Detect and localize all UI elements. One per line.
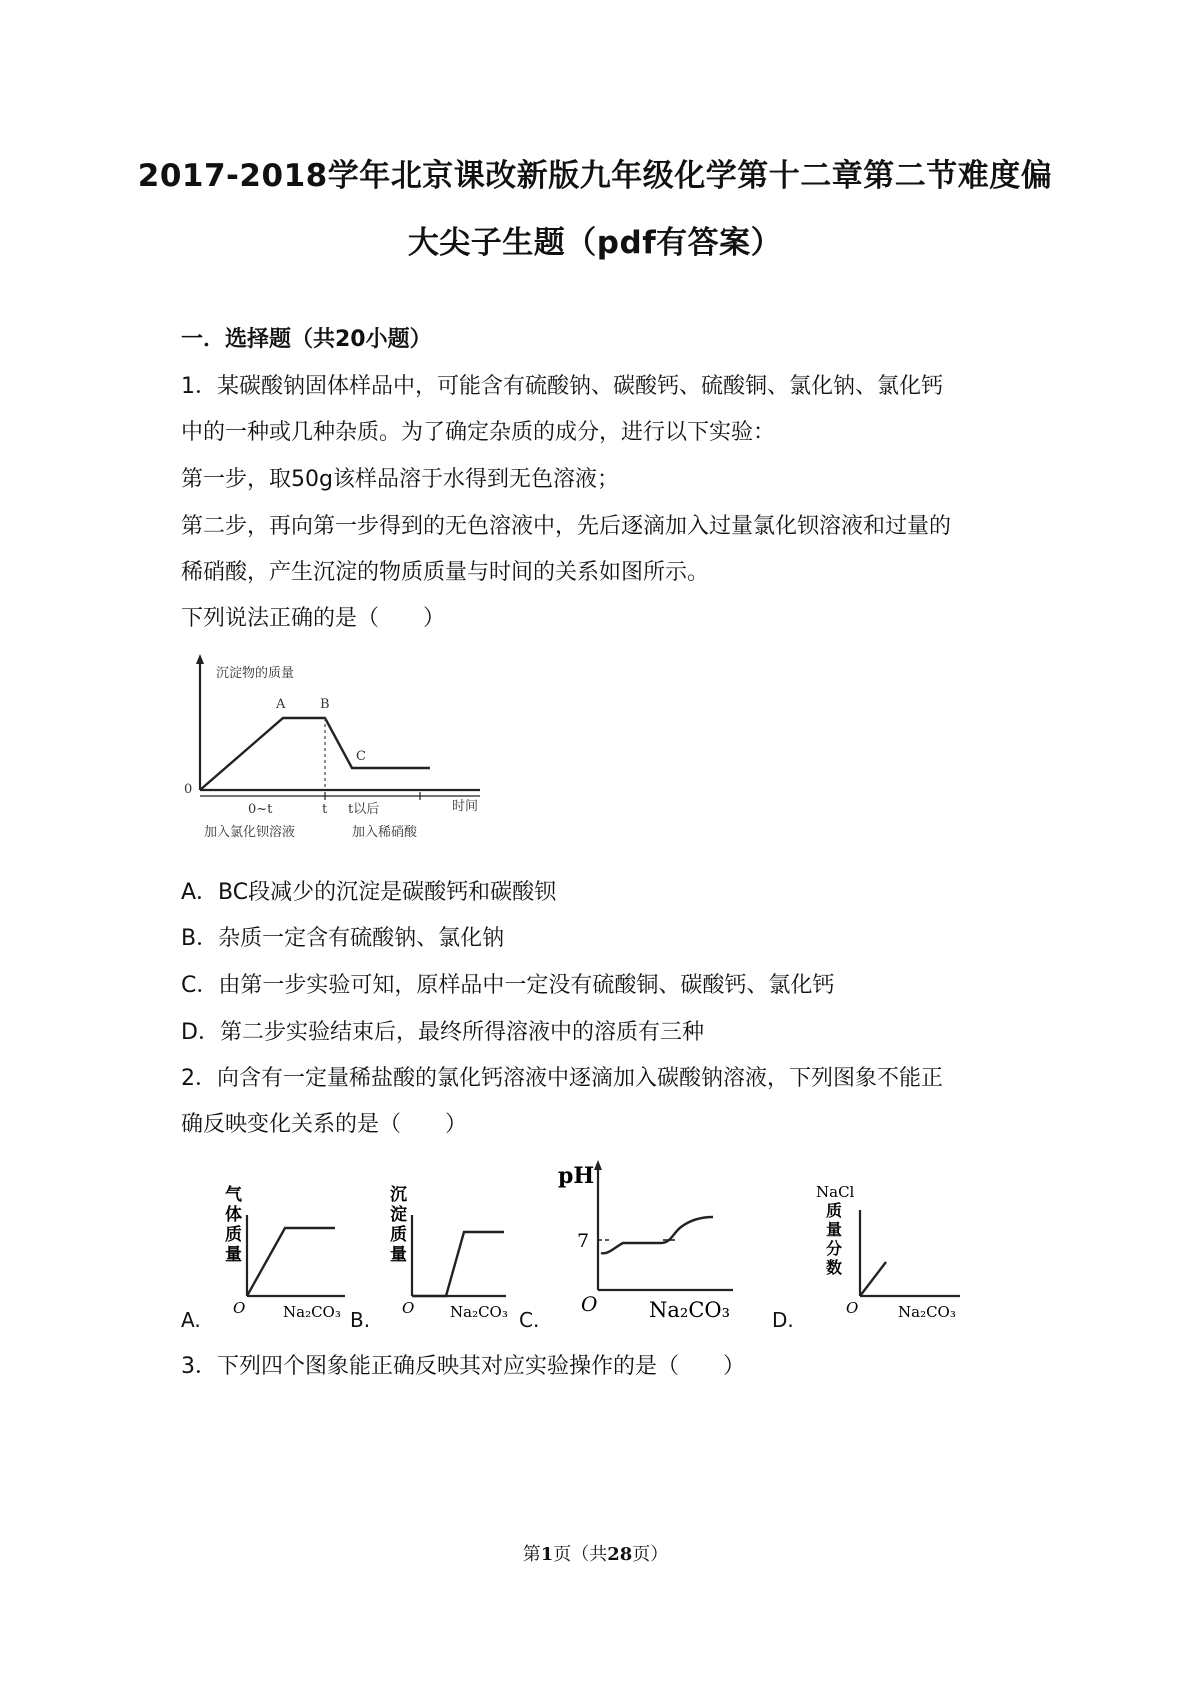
d-xlabel: Na₂CO₃: [898, 1303, 956, 1320]
c-xlabel: Na₂CO₃: [649, 1298, 731, 1322]
d-ylabel-top: NaCl: [816, 1183, 855, 1201]
precipitate-curve: [412, 1232, 504, 1296]
segment-label-3: t以后: [348, 802, 380, 817]
a-ylabel-3: 质: [225, 1225, 242, 1245]
footer-page-number: 1: [540, 1544, 554, 1565]
d-ylabel-3: 分: [826, 1239, 843, 1258]
d-ylabel-1: 质: [826, 1201, 843, 1220]
q1-line-5: 稀硝酸，产生沉淀的物质质量与时间的关系如图所示。: [181, 560, 710, 585]
b-ylabel-1: 沉: [390, 1185, 407, 1205]
q2-graph-a-label: A.: [181, 1308, 201, 1332]
point-c-label: C: [356, 749, 366, 764]
d-ylabel-2: 量: [826, 1220, 843, 1239]
a-ylabel-4: 量: [225, 1245, 242, 1265]
q1-line-2: 中的一种或几种杂质。为了确定杂质的成分，进行以下实验：: [181, 420, 776, 445]
point-a-label: A: [276, 697, 286, 712]
q2-graph-b: [378, 1185, 528, 1320]
origin-label: 0: [184, 782, 193, 797]
x-axis-label: 时间: [452, 799, 479, 814]
q1-option-c: C．由第一步实验可知，原样品中一定没有硫酸铜、碳酸钙、氯化钙: [181, 973, 835, 998]
q3-line-1: 3．下列四个图象能正确反映其对应实验操作的是（ ）: [181, 1354, 745, 1379]
d-ylabel-4: 数: [826, 1258, 843, 1277]
q1-precipitate-graph: [180, 650, 520, 850]
q2-graph-c-label: C.: [519, 1308, 540, 1332]
q2-graph-c: [553, 1155, 743, 1325]
b-ylabel-2: 淀: [390, 1205, 407, 1225]
q2-graph-a: [205, 1185, 355, 1320]
q2-graph-d-label: D.: [772, 1308, 794, 1332]
b-ylabel-4: 量: [390, 1245, 407, 1265]
ph-curve: [601, 1217, 713, 1253]
q1-line-6: 下列说法正确的是（ ）: [181, 606, 446, 631]
b-xlabel: Na₂CO₃: [450, 1303, 508, 1320]
a-ylabel-2: 体: [225, 1205, 242, 1225]
section-heading: 一．选择题（共20小题）: [181, 327, 432, 352]
q2-line-1: 2．向含有一定量稀盐酸的氯化钙溶液中逐滴加入碳酸钠溶液，下列图象不能正: [181, 1066, 943, 1091]
c-ylabel: pH: [558, 1163, 595, 1189]
c-seven-label: 7: [577, 1230, 590, 1252]
segment-label-1: 0~t: [248, 802, 273, 817]
precipitate-curve: [200, 718, 430, 790]
d-origin: O: [846, 1299, 859, 1317]
footer-middle: 页（共: [553, 1544, 608, 1565]
b-ylabel-3: 质: [390, 1225, 407, 1245]
document-title-line-2: 大尖子生题（pdf有答案）: [407, 225, 783, 261]
footer-suffix: 页）: [632, 1544, 669, 1565]
document-title-line-1: 2017-2018学年北京课改新版九年级化学第十二章第二节难度偏: [137, 158, 1053, 194]
page-footer: [0, 1540, 1191, 1566]
note-barium-chloride: 加入氯化钡溶液: [204, 825, 296, 840]
point-b-label: B: [320, 697, 330, 712]
y-axis-label: 沉淀物的质量: [216, 666, 295, 681]
a-ylabel-1: 气: [225, 1185, 242, 1205]
b-origin: O: [402, 1299, 415, 1317]
q1-line-4: 第二步，再向第一步得到的无色溶液中，先后逐滴加入过量氯化钡溶液和过量的: [181, 514, 952, 539]
a-origin: O: [233, 1299, 246, 1317]
footer-prefix: 第: [522, 1544, 541, 1565]
gas-curve: [247, 1228, 335, 1296]
c-origin: O: [581, 1292, 598, 1316]
a-xlabel: Na₂CO₃: [283, 1303, 341, 1320]
segment-label-2: t: [322, 802, 328, 817]
q2-graph-d: [810, 1180, 970, 1320]
q1-option-d: D．第二步实验结束后，最终所得溶液中的溶质有三种: [181, 1020, 704, 1045]
q1-line-3: 第一步，取50g该样品溶于水得到无色溶液；: [181, 467, 619, 492]
q2-graph-b-label: B.: [350, 1308, 371, 1332]
q1-option-a: A．BC段减少的沉淀是碳酸钙和碳酸钡: [181, 880, 557, 905]
y-axis-arrow: [594, 1160, 602, 1170]
note-nitric-acid: 加入稀硝酸: [352, 825, 418, 840]
y-axis-arrow: [196, 654, 204, 664]
footer-total-pages: 28: [607, 1544, 633, 1565]
q1-option-b: B．杂质一定含有硫酸钠、氯化钠: [181, 926, 505, 951]
nacl-line: [860, 1262, 886, 1296]
q2-line-2: 确反映变化关系的是（ ）: [181, 1112, 468, 1137]
q1-line-1: 1．某碳酸钠固体样品中，可能含有硫酸钠、碳酸钙、硫酸铜、氯化钠、氯化钙: [181, 374, 943, 399]
